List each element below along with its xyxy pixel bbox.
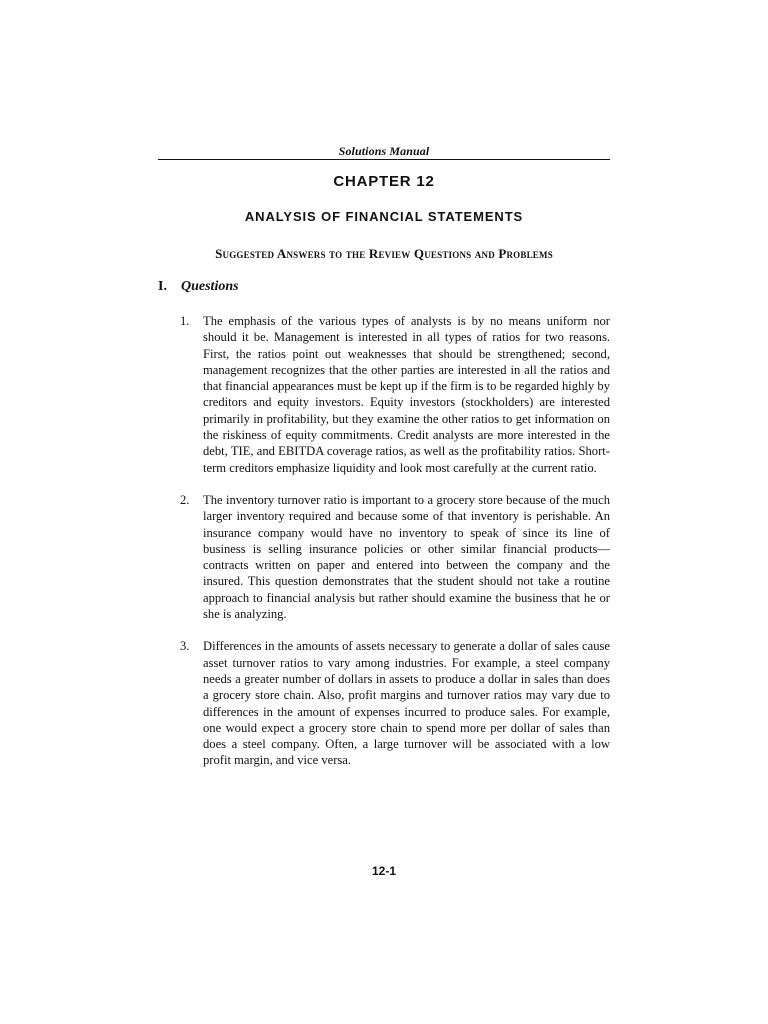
question-text: The inventory turnover ratio is important to a grocery store because of the much larger inventory required and because some of that inventory is perishable. An insurance company would have no inventory to speak of since its line of business is selling insurance policies or other similar financial products—contracts written on paper and entered into between the company and the insured. This question demonstrates that the student should not take a routine approach to financial analysis but rather should examine the business that he or she is analyzing. — [203, 492, 610, 622]
section-heading — [158, 279, 239, 295]
question-text: Differences in the amounts of assets necessary to generate a dollar of sales cause asset turnover ratios to vary among industries. For example, a steel company needs a greater number of dollars in assets to produce a dollar in sales than does a grocery store chain. Also, profit margins and turnover ratios may vary due to differences in the amount of expenses incurred to produce sales. For example, one would expect a grocery store chain to spend more per dollar of sales than does a steel company. Often, a large turnover will be associated with a low profit margin, and vice versa. — [203, 639, 610, 768]
question-item-3 — [180, 638, 610, 768]
question-text: The emphasis of the various types of analysts is by no means uniform nor should it be. Management is interested in all types of ratios for two reasons. First, the ratios point out weaknesses that should be strengthened; second, management recognizes that the other parties are interested in all the ratios and that financial appearances must be kept up if the firm is to be regarded highly by creditors and equity investors. Equity investors (stockholders) are interested primarily in profitability, but they examine the other ratios to get information on the riskiness of equity commitments. Credit analysts are more interested in the debt, TIE, and EBITDA coverage ratios, as well as the profitability ratios. Short-term creditors emphasize liquidity and look most carefully at the current ratio. — [203, 314, 610, 475]
question-item-2 — [180, 492, 610, 622]
question-number: 3. — [180, 639, 190, 654]
question-number: 2. — [180, 492, 190, 507]
section-number: I. — [158, 279, 167, 294]
question-number: 1. — [180, 314, 190, 328]
header-rule — [158, 159, 610, 160]
chapter-title: CHAPTER 12 — [333, 173, 435, 190]
question-item-1 — [180, 313, 610, 476]
page-number: 12-1 — [371, 864, 397, 878]
running-header: Solutions Manual — [338, 144, 430, 158]
section-caption: Suggested Answers to the Review Questions and Problems — [215, 246, 553, 261]
chapter-subtitle: ANALYSIS OF FINANCIAL STATEMENTS — [244, 209, 524, 224]
questions-list — [180, 313, 610, 785]
section-label: Questions — [181, 279, 239, 294]
